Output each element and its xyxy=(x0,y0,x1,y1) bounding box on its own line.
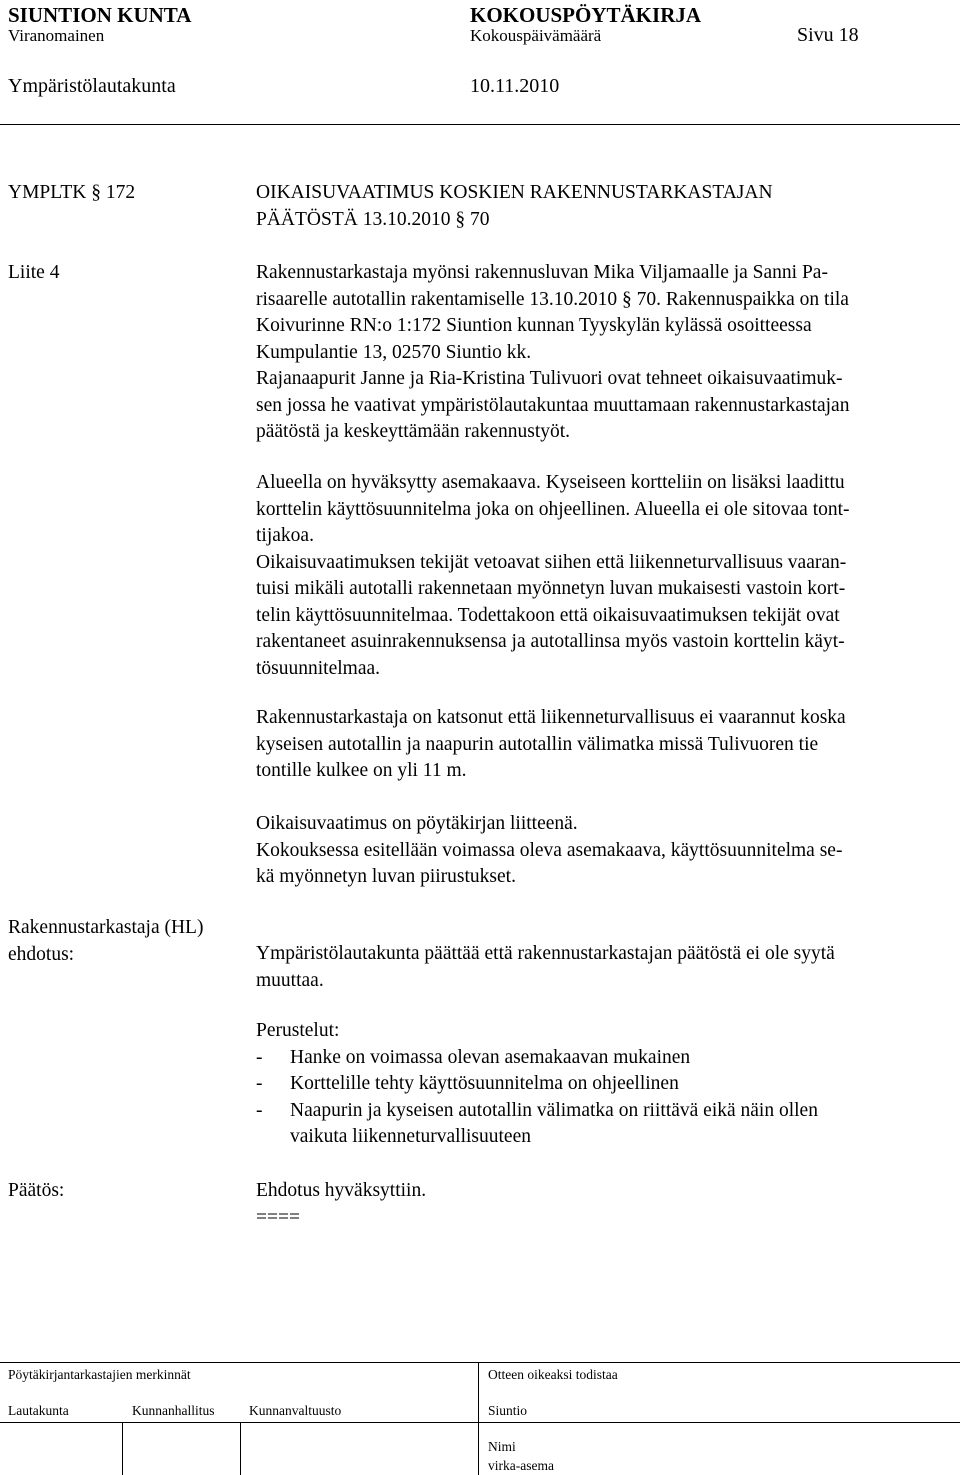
text-line: telin käyttösuunnitelmaa. Todettakoon että oikaisuvaatimuksen tekijät ovat xyxy=(256,604,840,626)
document-type: KOKOUSPÖYTÄKIRJA xyxy=(470,3,702,27)
text-line: Kumpulantie 13, 02570 Siuntio kk. xyxy=(256,341,532,363)
footer-name-label: Nimi xyxy=(488,1439,516,1454)
text-line: tösuunnitelmaa. xyxy=(256,657,381,679)
text-line: risaarelle autotallin rakentamiselle 13.10.2010 § 70. Rakennuspaikka on tila xyxy=(256,288,849,310)
text-line: muuttaa. xyxy=(256,969,324,991)
page-number: Sivu 18 xyxy=(797,24,859,46)
decision-text: Ehdotus hyväksyttiin. xyxy=(256,1180,427,1201)
text-line: korttelin käyttösuunnitelma joka on ohjeellinen. Alueella ei ole sitovaa tont- xyxy=(256,498,850,520)
org-name: SIUNTION KUNTA xyxy=(8,3,192,27)
section-title-line: PÄÄTÖSTÄ 13.10.2010 § 70 xyxy=(256,208,490,230)
paragraph-zoning xyxy=(256,470,956,682)
grounds-label: Perustelut: xyxy=(256,1020,340,1041)
text-line: tijakoa. xyxy=(256,525,314,546)
paragraph-attachments xyxy=(256,811,956,891)
paragraph-background xyxy=(256,260,956,446)
decision-end-mark: ==== xyxy=(256,1206,300,1228)
footer-place: Siuntio xyxy=(488,1403,528,1418)
proposal-label-line: Rakennustarkastaja (HL) xyxy=(8,917,204,938)
grounds-item xyxy=(256,1098,956,1125)
footer-divider xyxy=(478,1362,479,1475)
grounds-text: Korttelille tehty käyttösuunnitelma on ohjeellinen xyxy=(290,1073,679,1094)
grounds-text: Hanke on voimassa olevan asemakaavan mukainen xyxy=(290,1046,691,1068)
grounds-text: Naapurin ja kyseisen autotallin välimatka on riittävä eikä näin ollen xyxy=(290,1099,818,1121)
grounds-dash: - xyxy=(256,1099,263,1121)
attachment-label: Liite 4 xyxy=(8,262,60,283)
text-line: Rakennustarkastaja on katsonut että liikenneturvallisuus ei vaarannut koska xyxy=(256,707,846,728)
text-line: päätöstä ja keskeyttämään rakennustyöt. xyxy=(256,421,571,442)
grounds-continuation: vaikuta liikenneturvallisuuteen xyxy=(290,1126,531,1147)
footer-col-municipal-board: Kunnanhallitus xyxy=(132,1403,215,1418)
footer-position-label: virka-asema xyxy=(488,1458,554,1473)
proposal-text xyxy=(256,941,956,994)
grounds-dash: - xyxy=(256,1046,263,1068)
text-line: Oikaisuvaatimuksen tekijät vetoavat siihen että liikenneturvallisuus vaaran- xyxy=(256,551,847,573)
meeting-date-label: Kokouspäivämäärä xyxy=(470,26,602,45)
grounds-item xyxy=(256,1045,956,1072)
text-line: Rakennustarkastaja myönsi rakennusluvan Mika Viljamaalle ja Sanni Pa- xyxy=(256,262,828,283)
text-line: Koivurinne RN:o 1:172 Siuntion kunnan Tyyskylän kylässä osoitteessa xyxy=(256,315,812,336)
text-line: Kokouksessa esitellään voimassa oleva asemakaava, käyttösuunnitelma se- xyxy=(256,839,843,861)
footer-col-council: Kunnanvaltuusto xyxy=(249,1403,342,1418)
footer-col-divider xyxy=(240,1422,241,1475)
text-line: kyseisen autotallin ja naapurin autotallin välimatka missä Tulivuoren tie xyxy=(256,733,819,755)
text-line: Rajanaapurit Janne ja Ria-Kristina Tulivuori ovat tehneet oikaisuvaatimuk- xyxy=(256,368,843,389)
text-line: Oikaisuvaatimus on pöytäkirjan liitteenä. xyxy=(256,813,578,834)
text-line: rakentaneet asuinrakennuksensa ja autotallinsa myös vastoin korttelin käyt- xyxy=(256,631,845,652)
authority-name: Ympäristölautakunta xyxy=(8,75,176,97)
text-line: tuisi mikäli autotalli rakennetaan myönnetyn luvan mukaisesti vastoin kort- xyxy=(256,578,846,599)
authority-label: Viranomainen xyxy=(8,26,105,45)
header-divider xyxy=(0,124,960,125)
footer-mid-rule xyxy=(0,1422,960,1423)
grounds-dash: - xyxy=(256,1073,263,1094)
initials-label: Pöytäkirjantarkastajien merkinnät xyxy=(8,1367,191,1382)
footer-col-divider xyxy=(122,1422,123,1475)
section-title-line: OIKAISUVAATIMUS KOSKIEN RAKENNUSTARKASTAJAN xyxy=(256,182,773,203)
text-line: tontille kulkee on yli 11 m. xyxy=(256,760,467,781)
proposal-label xyxy=(8,915,203,968)
text-line: Ympäristölautakunta päättää että rakennustarkastajan päätöstä ei ole syytä xyxy=(256,943,835,964)
grounds-item xyxy=(256,1071,956,1098)
text-line: Alueella on hyväksytty asemakaava. Kyseiseen kortteliin on lisäksi laadittu xyxy=(256,472,845,493)
decision-label: Päätös: xyxy=(8,1180,65,1201)
section-ref: YMPLTK § 172 xyxy=(8,182,136,203)
decision xyxy=(256,1178,956,1231)
paragraph-inspector-view xyxy=(256,705,956,785)
text-line: kä myönnetyn luvan piirustukset. xyxy=(256,866,516,887)
footer-top-rule xyxy=(0,1362,960,1363)
section-title xyxy=(256,180,956,233)
footer-col-board: Lautakunta xyxy=(8,1403,69,1418)
meeting-date: 10.11.2010 xyxy=(470,75,560,97)
proposal-label-line: ehdotus: xyxy=(8,943,75,965)
text-line: sen jossa he vaativat ympäristölautakuntaa muuttamaan rakennustarkastajan xyxy=(256,394,850,416)
grounds xyxy=(256,1018,956,1151)
certified-label: Otteen oikeaksi todistaa xyxy=(488,1367,618,1382)
